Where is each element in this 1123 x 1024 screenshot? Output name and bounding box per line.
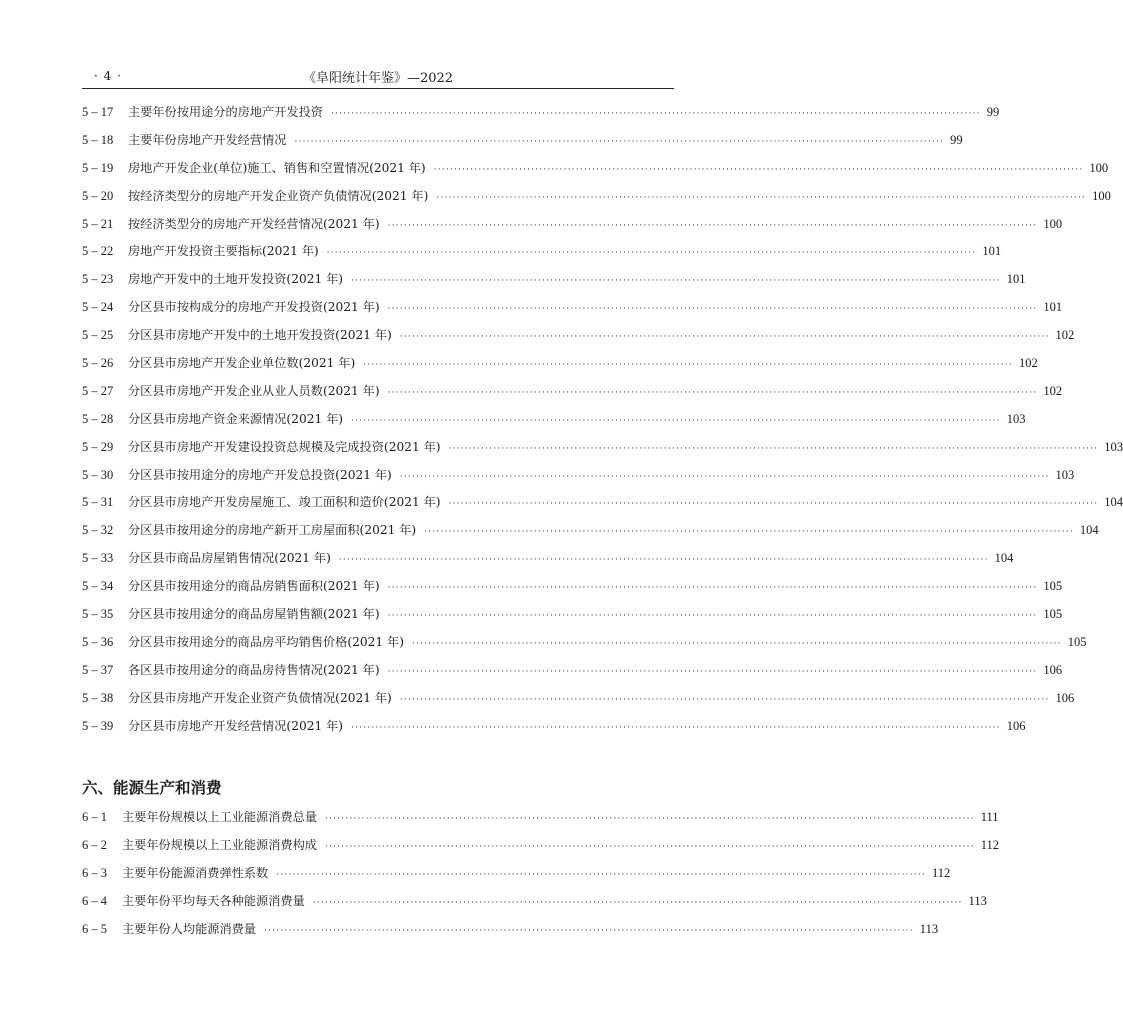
toc-entry-title: 分区县市房地产开发企业从业人员数(2021 年) <box>128 383 380 398</box>
toc-entry-title: 房地产开发企业(单位)施工、销售和空置情况(2021 年) <box>128 160 426 175</box>
toc-entry-title: 分区县市按用途分的商品房销售面积(2021 年) <box>128 579 380 594</box>
dot-leader: ································································································································································ <box>326 248 977 259</box>
toc-entry-title: 分区县市按构成分的房地产开发投资(2021 年) <box>128 300 380 315</box>
page-number: · 4 · <box>94 69 122 83</box>
toc-entry-number: 5 – 19 <box>82 160 114 175</box>
toc-entry[interactable] <box>82 103 1000 131</box>
toc-entry-page: 104 <box>1104 495 1123 510</box>
toc-entry[interactable] <box>82 808 999 836</box>
toc-entry-title: 分区县市房地产开发房屋施工、竣工面积和造价(2021 年) <box>128 495 441 510</box>
section-heading: 六、能源生产和消费 <box>82 779 222 797</box>
toc-entry-title: 主要年份规模以上工业能源消费构成 <box>122 837 317 852</box>
dot-leader: ································································································································································ <box>436 192 1087 203</box>
toc-entry-page: 112 <box>931 865 951 880</box>
toc-entry[interactable] <box>82 382 1063 410</box>
toc-entry-page: 102 <box>1055 328 1075 343</box>
toc-entry-page: 101 <box>1006 272 1026 287</box>
toc-entry[interactable] <box>82 466 1075 494</box>
toc-entry-title: 分区县市房地产开发中的土地开发投资(2021 年) <box>128 328 392 343</box>
toc-entry[interactable] <box>82 577 1063 605</box>
dot-leader: ································································································································································ <box>294 136 945 147</box>
toc-entry[interactable] <box>82 920 939 948</box>
toc-entry-number: 5 – 29 <box>82 439 114 454</box>
toc-entry[interactable] <box>82 864 951 892</box>
toc-entry[interactable] <box>82 549 1014 577</box>
dot-leader: ································································································································································ <box>448 499 1099 510</box>
toc-entry[interactable] <box>82 159 1109 187</box>
toc-entry-number: 5 – 25 <box>82 328 114 343</box>
toc-entry-number: 6 – 5 <box>82 921 107 936</box>
toc-entry[interactable] <box>82 661 1063 689</box>
toc-entry-page: 112 <box>980 837 1000 852</box>
toc-entry[interactable] <box>82 187 1111 215</box>
toc-entry-page: 106 <box>1055 690 1075 705</box>
toc-entry-title: 分区县市房地产开发企业单位数(2021 年) <box>128 356 356 371</box>
toc-entry-title: 主要年份能源消费弹性系数 <box>122 865 269 880</box>
toc-entry-page: 100 <box>1043 216 1063 231</box>
toc-entry-title: 分区县市按用途分的房地产新开工房屋面积(2021 年) <box>128 523 417 538</box>
toc-entry[interactable] <box>82 354 1038 382</box>
toc-section-5 <box>82 103 1123 744</box>
toc-entry-title: 房地产开发中的土地开发投资(2021 年) <box>128 272 344 287</box>
toc-entry-number: 5 – 18 <box>82 132 114 147</box>
dot-leader: ································································································································································ <box>276 869 926 880</box>
toc-entry-title: 分区县市按用途分的商品房平均销售价格(2021 年) <box>128 634 404 649</box>
dot-leader: ································································································································································ <box>338 555 989 566</box>
toc-entry[interactable] <box>82 270 1026 298</box>
toc-section-6 <box>82 808 1000 947</box>
toc-entry-number: 5 – 21 <box>82 216 114 231</box>
toc-entry-number: 5 – 33 <box>82 551 114 566</box>
dot-leader: ································································································································································ <box>399 332 1050 343</box>
toc-entry-page: 100 <box>1089 160 1109 175</box>
dot-leader: ································································································································································ <box>312 897 963 908</box>
toc-entry-number: 5 – 22 <box>82 244 114 259</box>
toc-entry-page: 104 <box>994 551 1014 566</box>
toc-entry-number: 5 – 35 <box>82 607 114 622</box>
toc-entry[interactable] <box>82 689 1075 717</box>
dot-leader: ································································································································································ <box>387 611 1038 622</box>
toc-entry-number: 5 – 39 <box>82 718 114 733</box>
toc-entry[interactable] <box>82 242 1002 270</box>
toc-entry-page: 103 <box>1104 439 1123 454</box>
toc-entry-page: 113 <box>968 893 987 908</box>
toc-entry-number: 5 – 37 <box>82 662 114 677</box>
toc-entry-title: 分区县市按用途分的商品房屋销售额(2021 年) <box>128 607 380 622</box>
dot-leader: ································································································································································ <box>399 471 1050 482</box>
running-title: 《阜阳统计年鉴》—2022 <box>302 71 454 86</box>
toc-entry[interactable] <box>82 521 1099 549</box>
toc-entry[interactable] <box>82 410 1026 438</box>
toc-entry-title: 分区县市房地产资金来源情况(2021 年) <box>128 411 344 426</box>
toc-entry-page: 113 <box>919 921 939 936</box>
toc-entry-title: 主要年份按用途分的房地产开发投资 <box>128 105 323 119</box>
toc-entry-number: 6 – 2 <box>82 837 107 852</box>
dot-leader: ································································································································································ <box>325 841 975 852</box>
dot-leader: ································································································································································ <box>331 109 981 119</box>
toc-entry[interactable] <box>82 717 1026 745</box>
page-header <box>82 66 674 89</box>
toc-entry-number: 5 – 20 <box>82 188 114 203</box>
toc-entry-title: 分区县市房地产开发建设投资总规模及完成投资(2021 年) <box>128 439 441 454</box>
toc-entry-page: 102 <box>1043 383 1063 398</box>
toc-entry-number: 5 – 38 <box>82 690 114 705</box>
toc-entry-page: 101 <box>982 244 1002 259</box>
toc-entry-page: 106 <box>1043 662 1063 677</box>
toc-entry[interactable] <box>82 326 1075 354</box>
toc-entry-title: 分区县市房地产开发经营情况(2021 年) <box>128 718 344 733</box>
toc-entry[interactable] <box>82 605 1063 633</box>
toc-entry-page: 101 <box>1043 300 1063 315</box>
dot-leader: ································································································································································ <box>448 443 1099 454</box>
dot-leader: ································································································································································ <box>387 220 1038 231</box>
toc-entry-page: 102 <box>1018 356 1038 371</box>
dot-leader: ································································································································································ <box>351 276 1001 287</box>
toc-entry-number: 5 – 31 <box>82 495 114 510</box>
dot-leader: ································································································································································ <box>411 638 1062 649</box>
dot-leader: ································································································································································ <box>424 527 1074 538</box>
toc-entry-page: 99 <box>986 105 1000 119</box>
toc-entry-title: 主要年份房地产开发经营情况 <box>128 132 287 147</box>
toc-entry-page: 99 <box>950 132 963 147</box>
toc-entry-number: 5 – 24 <box>82 300 114 315</box>
toc-entry-title: 分区县市按用途分的房地产开发总投资(2021 年) <box>128 467 392 482</box>
toc-entry-number: 5 – 27 <box>82 383 114 398</box>
toc-entry-number: 6 – 4 <box>82 893 107 908</box>
toc-entry-title: 主要年份规模以上工业能源消费总量 <box>122 810 317 824</box>
dot-leader: ································································································································································ <box>433 164 1084 175</box>
toc-entry-number: 5 – 23 <box>82 272 114 287</box>
toc-entry-page: 103 <box>1006 411 1026 426</box>
dot-leader: ································································································································································ <box>325 814 975 824</box>
toc-entry-title: 各区县市按用途分的商品房待售情况(2021 年) <box>128 662 380 677</box>
toc-entry[interactable] <box>82 438 1123 466</box>
toc-entry[interactable] <box>82 892 987 920</box>
toc-entry-page: 100 <box>1092 188 1111 203</box>
dot-leader: ································································································································································ <box>387 666 1038 677</box>
toc-entry-title: 主要年份人均能源消费量 <box>122 921 257 936</box>
toc-entry-number: 5 – 17 <box>82 105 114 119</box>
toc-entry[interactable] <box>82 836 1000 864</box>
toc-entry-page: 105 <box>1043 579 1063 594</box>
toc-entry-title: 分区县市房地产开发企业资产负债情况(2021 年) <box>128 690 392 705</box>
toc-entry[interactable] <box>82 633 1087 661</box>
dot-leader: ································································································································································ <box>399 694 1050 705</box>
dot-leader: ································································································································································ <box>363 360 1013 371</box>
toc-entry-page: 111 <box>980 810 999 824</box>
toc-entry-title: 按经济类型分的房地产开发企业资产负债情况(2021 年) <box>128 188 429 203</box>
toc-entry-number: 5 – 28 <box>82 411 114 426</box>
toc-entry-page: 104 <box>1079 523 1099 538</box>
toc-entry-number: 5 – 30 <box>82 467 114 482</box>
toc-entry-page: 106 <box>1006 718 1026 733</box>
toc-entry-title: 分区县市商品房屋销售情况(2021 年) <box>128 551 331 566</box>
dot-leader: ································································································································································ <box>387 304 1038 315</box>
toc-entry-number: 5 – 36 <box>82 634 114 649</box>
toc-entry-page: 105 <box>1067 634 1087 649</box>
toc-entry-number: 5 – 32 <box>82 523 114 538</box>
dot-leader: ································································································································································ <box>264 925 914 936</box>
toc-entry[interactable] <box>82 215 1063 243</box>
dot-leader: ································································································································································ <box>351 415 1001 426</box>
toc-entry-title: 房地产开发投资主要指标(2021 年) <box>128 244 319 259</box>
dot-leader: ································································································································································ <box>351 722 1001 733</box>
toc-entry-title: 按经济类型分的房地产开发经营情况(2021 年) <box>128 216 380 231</box>
toc-entry-number: 6 – 1 <box>82 810 107 824</box>
toc-entry[interactable] <box>82 493 1123 521</box>
toc-entry-title: 主要年份平均每天各种能源消费量 <box>122 893 305 908</box>
dot-leader: ································································································································································ <box>387 583 1038 594</box>
toc-entry[interactable] <box>82 131 963 159</box>
toc-entry-number: 5 – 34 <box>82 579 114 594</box>
toc-entry-page: 105 <box>1043 607 1063 622</box>
dot-leader: ································································································································································ <box>387 387 1038 398</box>
toc-entry-page: 103 <box>1055 467 1075 482</box>
toc-entry-number: 5 – 26 <box>82 356 114 371</box>
toc-entry[interactable] <box>82 298 1063 326</box>
toc-entry-number: 6 – 3 <box>82 865 107 880</box>
